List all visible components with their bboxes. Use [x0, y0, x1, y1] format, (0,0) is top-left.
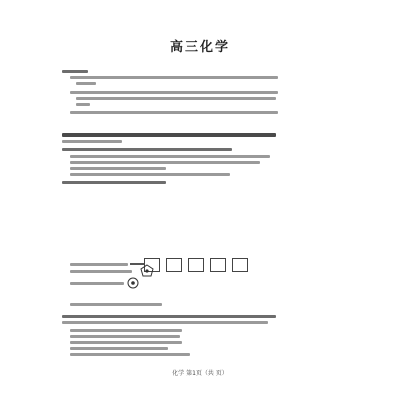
option-line — [70, 353, 190, 356]
option-line — [70, 270, 132, 273]
orbital-box — [188, 258, 204, 272]
notes-line — [76, 97, 276, 100]
question-line — [62, 181, 166, 184]
notes-line — [70, 76, 278, 79]
option-line — [70, 263, 128, 266]
notes-line — [70, 91, 278, 94]
orbital-box — [232, 258, 248, 272]
option-line — [70, 173, 230, 176]
orbital-box — [210, 258, 226, 272]
page-footer: 化学 第1页（共 页） — [172, 370, 228, 377]
question-line — [62, 321, 268, 324]
option-line — [70, 282, 124, 285]
notes-heading — [62, 70, 88, 73]
electron-config-diagram — [144, 258, 264, 272]
question-line — [62, 148, 232, 151]
option-line — [70, 347, 168, 350]
section-heading — [62, 133, 276, 137]
option-line — [70, 335, 180, 338]
option-line — [70, 329, 182, 332]
notes-line — [70, 111, 278, 114]
orbital-box — [166, 258, 182, 272]
option-line — [70, 341, 182, 344]
question-line — [62, 315, 276, 318]
atom-structure-icon — [126, 276, 140, 290]
option-line — [70, 167, 166, 170]
notes-line — [76, 103, 90, 106]
notes-line — [76, 82, 96, 85]
molecule-structure-icon — [140, 264, 154, 278]
option-line — [70, 303, 162, 306]
option-line — [70, 155, 270, 158]
option-line — [70, 161, 260, 164]
section-line — [62, 140, 122, 143]
page-title: 高三化学 — [169, 40, 230, 55]
